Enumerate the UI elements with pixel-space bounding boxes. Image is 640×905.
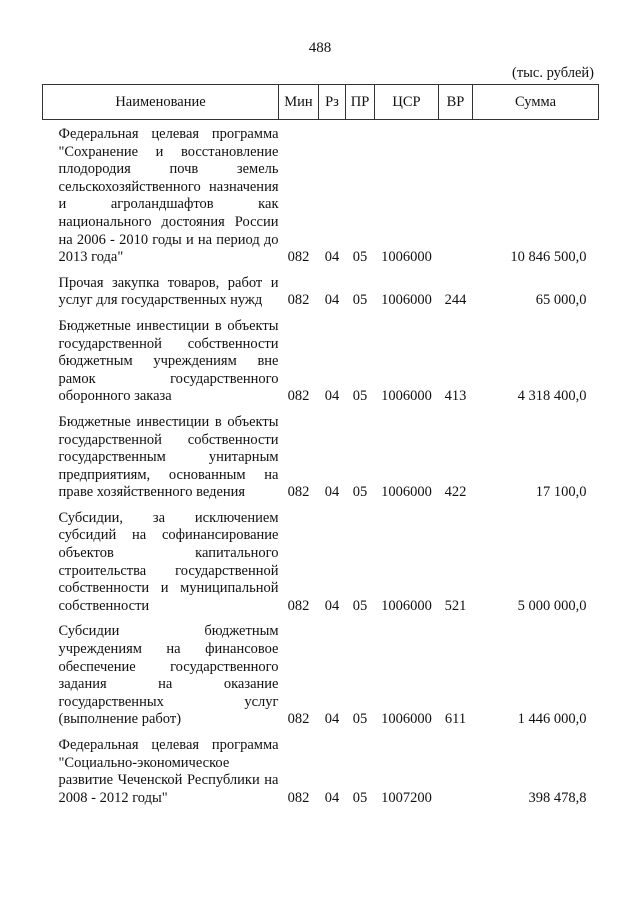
header-name: Наименование bbox=[43, 85, 279, 120]
header-rz: Рз bbox=[319, 85, 346, 120]
cell-pr: 05 bbox=[352, 789, 368, 806]
cell-sum: 17 100,0 bbox=[535, 484, 587, 501]
table-row bbox=[43, 617, 599, 731]
page-number: 488 bbox=[308, 40, 332, 56]
cell-pr: 05 bbox=[352, 249, 368, 266]
table-row bbox=[43, 120, 599, 269]
cell-vr: 611 bbox=[444, 711, 467, 728]
cell-rz: 04 bbox=[324, 789, 340, 806]
table-row bbox=[43, 269, 599, 312]
cell-name: Субсидии бюджетным учреждениям на финансовое обеспечение государственного задания на оказание государственных услуг (выполнение работ) bbox=[58, 623, 279, 728]
cell-min: 082 bbox=[287, 388, 310, 405]
cell-sum: 1 446 000,0 bbox=[517, 711, 587, 728]
table-row bbox=[43, 312, 599, 408]
budget-table bbox=[42, 84, 599, 809]
cell-vr bbox=[439, 731, 473, 809]
cell-pr: 05 bbox=[352, 711, 368, 728]
table-row bbox=[43, 731, 599, 809]
cell-vr: 244 bbox=[444, 292, 467, 309]
table-header bbox=[43, 85, 599, 120]
cell-pr: 05 bbox=[352, 292, 368, 309]
table-row bbox=[43, 408, 599, 504]
cell-pr: 05 bbox=[352, 388, 368, 405]
cell-min: 082 bbox=[287, 484, 310, 501]
cell-sum: 65 000,0 bbox=[535, 292, 587, 309]
cell-pr: 05 bbox=[352, 484, 368, 501]
cell-rz: 04 bbox=[324, 249, 340, 266]
cell-csr: 1006000 bbox=[381, 292, 432, 309]
cell-rz: 04 bbox=[324, 484, 340, 501]
cell-sum: 5 000 000,0 bbox=[517, 597, 587, 614]
cell-name: Федеральная целевая программа "Социально-экономическое развитие Чеченской Республики на 2008 - 2012 годы" bbox=[58, 737, 279, 806]
cell-name: Субсидии, за исключением субсидий на софинансирование объектов капитального строительства государственной собственности и муниципальной собственности bbox=[58, 509, 279, 614]
cell-rz: 04 bbox=[324, 597, 340, 614]
cell-csr: 1006000 bbox=[381, 484, 432, 501]
cell-name: Бюджетные инвестиции в объекты государственной собственности государственным унитарным предприятиям, основанным на праве хозяйственного ведения bbox=[58, 413, 279, 501]
cell-min: 082 bbox=[287, 597, 310, 614]
cell-vr: 413 bbox=[444, 388, 467, 405]
table-row bbox=[43, 504, 599, 618]
cell-min: 082 bbox=[287, 789, 310, 806]
cell-name: Федеральная целевая программа "Сохранение и восстановление плодородия почв земель сельскохозяйственного назначения и агроландшафтов как национального достояния России на 2006 - 2010 годы и на период до 2013 года" bbox=[58, 126, 279, 266]
header-sum: Сумма bbox=[473, 85, 599, 120]
units-label: (тыс. рублей) bbox=[512, 65, 594, 81]
cell-vr bbox=[439, 120, 473, 269]
cell-sum: 10 846 500,0 bbox=[510, 249, 587, 266]
header-pr: ПР bbox=[346, 85, 375, 120]
cell-csr: 1006000 bbox=[381, 249, 432, 266]
cell-vr: 422 bbox=[444, 484, 467, 501]
cell-min: 082 bbox=[287, 249, 310, 266]
header-min: Мин bbox=[279, 85, 319, 120]
cell-rz: 04 bbox=[324, 292, 340, 309]
cell-csr: 1007200 bbox=[381, 789, 432, 806]
cell-sum: 4 318 400,0 bbox=[517, 388, 587, 405]
cell-name: Прочая закупка товаров, работ и услуг для государственных нужд bbox=[58, 274, 279, 309]
cell-pr: 05 bbox=[352, 597, 368, 614]
cell-min: 082 bbox=[287, 711, 310, 728]
cell-csr: 1006000 bbox=[381, 711, 432, 728]
cell-vr: 521 bbox=[444, 597, 467, 614]
cell-min: 082 bbox=[287, 292, 310, 309]
cell-sum: 398 478,8 bbox=[528, 789, 587, 806]
cell-rz: 04 bbox=[324, 388, 340, 405]
header-csr: ЦСР bbox=[375, 85, 439, 120]
cell-csr: 1006000 bbox=[381, 597, 432, 614]
cell-csr: 1006000 bbox=[381, 388, 432, 405]
header-vr: ВР bbox=[439, 85, 473, 120]
cell-rz: 04 bbox=[324, 711, 340, 728]
cell-name: Бюджетные инвестиции в объекты государственной собственности бюджетным учреждениям вне рамок государственного оборонного заказа bbox=[58, 317, 279, 405]
